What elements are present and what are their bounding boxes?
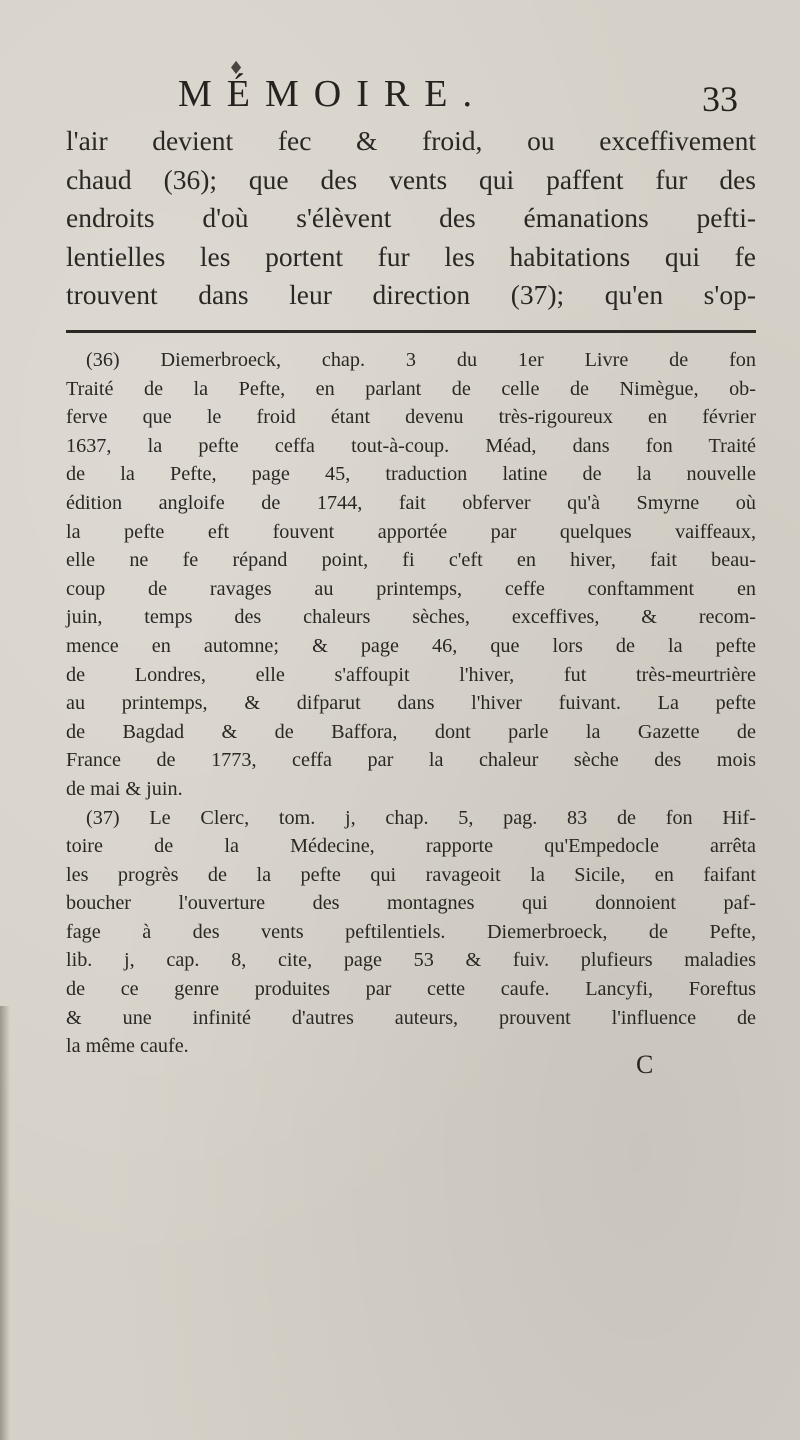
text-line: trouvent dans leur direction (37); qu'en s'op- <box>66 279 756 310</box>
footnote-line: France de 1773, ceffa par la chaleur sèche des mois <box>66 749 756 772</box>
page-header <box>0 72 800 122</box>
footnote-36 <box>66 346 756 804</box>
footnote-line: juin, temps des chaleurs sèches, exceffives, & recom- <box>66 606 756 629</box>
footnote-line: (36) Diemerbroeck, chap. 3 du 1er Livre de fon <box>86 349 756 371</box>
footnote-line: de Bagdad & de Baffora, dont parle la Gazette de <box>66 720 756 743</box>
footnote-line: boucher l'ouverture des montagnes qui donnoient paf- <box>66 892 756 915</box>
page-number: 33 <box>702 79 738 119</box>
footnote-line: fage à des vents peftilentiels. Diemerbroeck, de Pefte, <box>66 920 756 943</box>
footnote-line: de Londres, elle s'affoupit l'hiver, fut très-meurtrière <box>66 663 756 686</box>
signature-mark: C <box>636 1050 654 1079</box>
footnote-line: les progrès de la pefte qui ravageoit la Sicile, en faifant <box>66 863 756 886</box>
footnotes <box>66 346 756 1061</box>
footnote-37 <box>66 804 756 1061</box>
footnote-line: la même caufe. <box>66 1035 189 1058</box>
footnote-line: édition angloife de 1744, fait obferver qu'à Smyrne où <box>66 491 756 514</box>
footnote-line: elle ne fe répand point, fi c'eft en hiver, fait beau- <box>66 549 756 572</box>
main-text <box>66 122 756 315</box>
footnote-line: Traité de la Pefte, en parlant de celle de Nimègue, ob- <box>66 377 756 400</box>
page-edge-shadow <box>0 1006 10 1440</box>
footnote-line: de ce genre produites par cette caufe. Lancyfi, Foreftus <box>66 978 756 1001</box>
footnote-line: la pefte eft fouvent apportée par quelques vaiffeaux, <box>66 520 756 543</box>
footnote-line: lib. j, cap. 8, cite, page 53 & fuiv. plufieurs maladies <box>66 949 756 972</box>
text-line: endroits d'où s'élèvent des émanations pefti- <box>66 202 756 233</box>
footnote-line: au printemps, & difparut dans l'hiver fuivant. La pefte <box>66 692 756 715</box>
footnote-line: de la Pefte, page 45, traduction latine de la nouvelle <box>66 463 756 486</box>
ornament-mark: ♦ <box>228 58 245 79</box>
text-line: lentielles les portent fur les habitations qui fe <box>66 240 756 272</box>
footnote-divider <box>66 330 756 333</box>
text-line: l'air devient fec & froid, ou exceffivement <box>66 125 756 156</box>
footnote-line: coup de ravages au printemps, ceffe conftamment en <box>66 577 756 600</box>
text-line: chaud (36); que des vents qui paffent fur des <box>66 163 756 195</box>
footnote-line: ferve que le froid étant devenu très-rigoureux en février <box>66 406 756 429</box>
footnote-line: & une infinité d'autres auteurs, prouvent l'influence de <box>66 1006 756 1029</box>
footnote-line: 1637, la pefte ceffa tout-à-coup. Méad, dans fon Traité <box>66 434 756 457</box>
footnote-line: de mai & juin. <box>66 777 183 800</box>
running-title: MÉMOIRE. <box>178 73 487 115</box>
footnote-line: (37) Le Clerc, tom. j, chap. 5, pag. 83 de fon Hif- <box>86 806 756 829</box>
footnote-line: toire de la Médecine, rapporte qu'Empedocle arrêta <box>66 835 756 858</box>
footnote-line: mence en automne; & page 46, que lors de la pefte <box>66 634 756 657</box>
